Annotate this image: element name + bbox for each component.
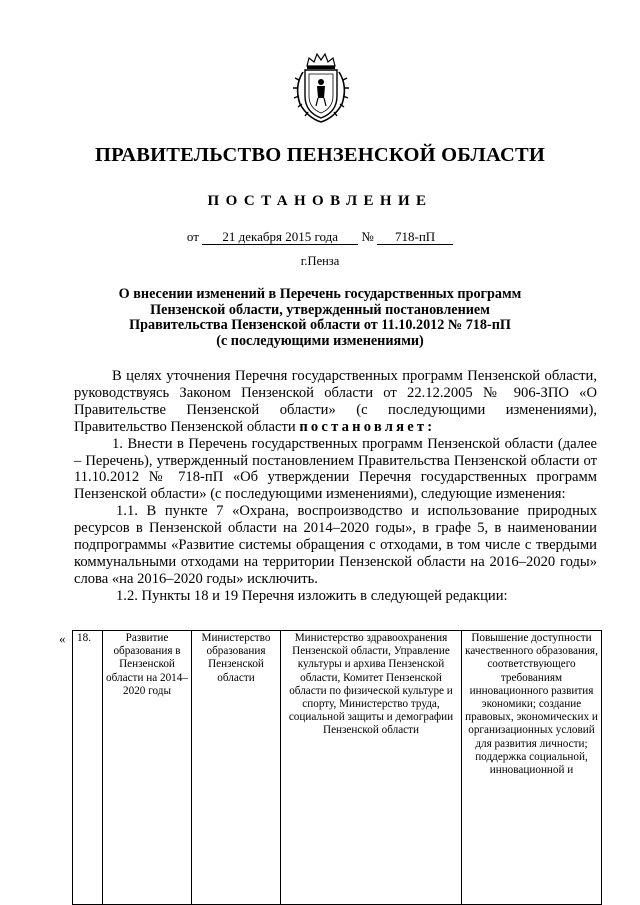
- title-line: О внесении изменений в Перечень государственных программ: [118, 286, 522, 302]
- paragraph-preamble: [74, 368, 597, 436]
- table-row: [73, 631, 602, 905]
- government-name: ПРАВИТЕЛЬСТВО ПЕНЗЕНСКОЙ ОБЛАСТИ: [95, 144, 545, 166]
- decree-date: 21 декабря 2015 года: [202, 229, 358, 245]
- paragraph-item-1-1: 1.1. В пункте 7 «Охрана, воспроизводство и использование природных ресурсов в Пензенской области на 2014–2020 годы», в графе 5, в наименовании подпрограммы «Развитие системы обращения с отходами, в том числе с твердыми коммунальными отходами на территории Пензенской области на 2016–2020 годы» слова «на 2016–2020 годы» исключить.: [74, 503, 597, 587]
- programs-table: [72, 630, 602, 905]
- decree-title: [80, 287, 560, 349]
- program-name-cell: Развитие образования в Пензенской области на 2014–2020 годы: [103, 631, 192, 905]
- date-prefix: от: [186, 229, 199, 244]
- preamble-action: постановляет:: [299, 418, 436, 435]
- penza-coat-of-arms-icon: [290, 52, 352, 124]
- row-number: 18.: [73, 631, 103, 905]
- date-number-line: [0, 229, 640, 245]
- title-line: Правительства Пензенской области от 11.10.2012 № 718-пП: [129, 317, 511, 333]
- preamble-text: В целях уточнения Перечня государственных программ Пензенской области, руководствуясь Законом Пензенской области от 22.12.2005 № 906-ЗПО «О Правительстве Пензенской области» (с последующими изменениями), Правительство Пензенской области: [74, 368, 597, 435]
- paragraph-item-1: 1. Внести в Перечень государственных программ Пензенской области (далее – Перечень), утвержденный постановлением Правительства Пензенской области от 11.10.2012 № 718-пП «Об утверждении Перечня государственных программ Пензенской области» (с последующими изменениями), следующие изменения:: [74, 435, 597, 503]
- responsible-ministry-cell: Министерство образования Пензенской области: [192, 631, 281, 905]
- co-executors-cell: Министерство здравоохранения Пензенской области, Управление культуры и архива Пензенской области, Комитет Пензенской области по физической культуре и спорту, Министерство труда, социальной защиты и демографии Пензенской области: [281, 631, 462, 905]
- paragraph-item-1-2: 1.2. Пункты 18 и 19 Перечня изложить в следующей редакции:: [116, 587, 508, 604]
- city: г.Пенза: [300, 254, 340, 268]
- decree-number: 718-пП: [377, 229, 453, 245]
- decree-body: [74, 368, 597, 605]
- number-prefix: №: [361, 229, 374, 244]
- title-line: (с последующими изменениями): [216, 332, 424, 349]
- document-type: ПОСТАНОВЛЕНИЕ: [207, 193, 433, 209]
- goals-cell: Повышение доступности качественного образования, соответствующего требованиям инновационного развития экономики; создание правовых, экономических и организационных условий для развития личности; поддержка социальной, инновационной и: [462, 631, 602, 905]
- title-line: Пензенской области, утвержденный постановлением: [150, 301, 490, 318]
- opening-quote: «: [59, 631, 66, 646]
